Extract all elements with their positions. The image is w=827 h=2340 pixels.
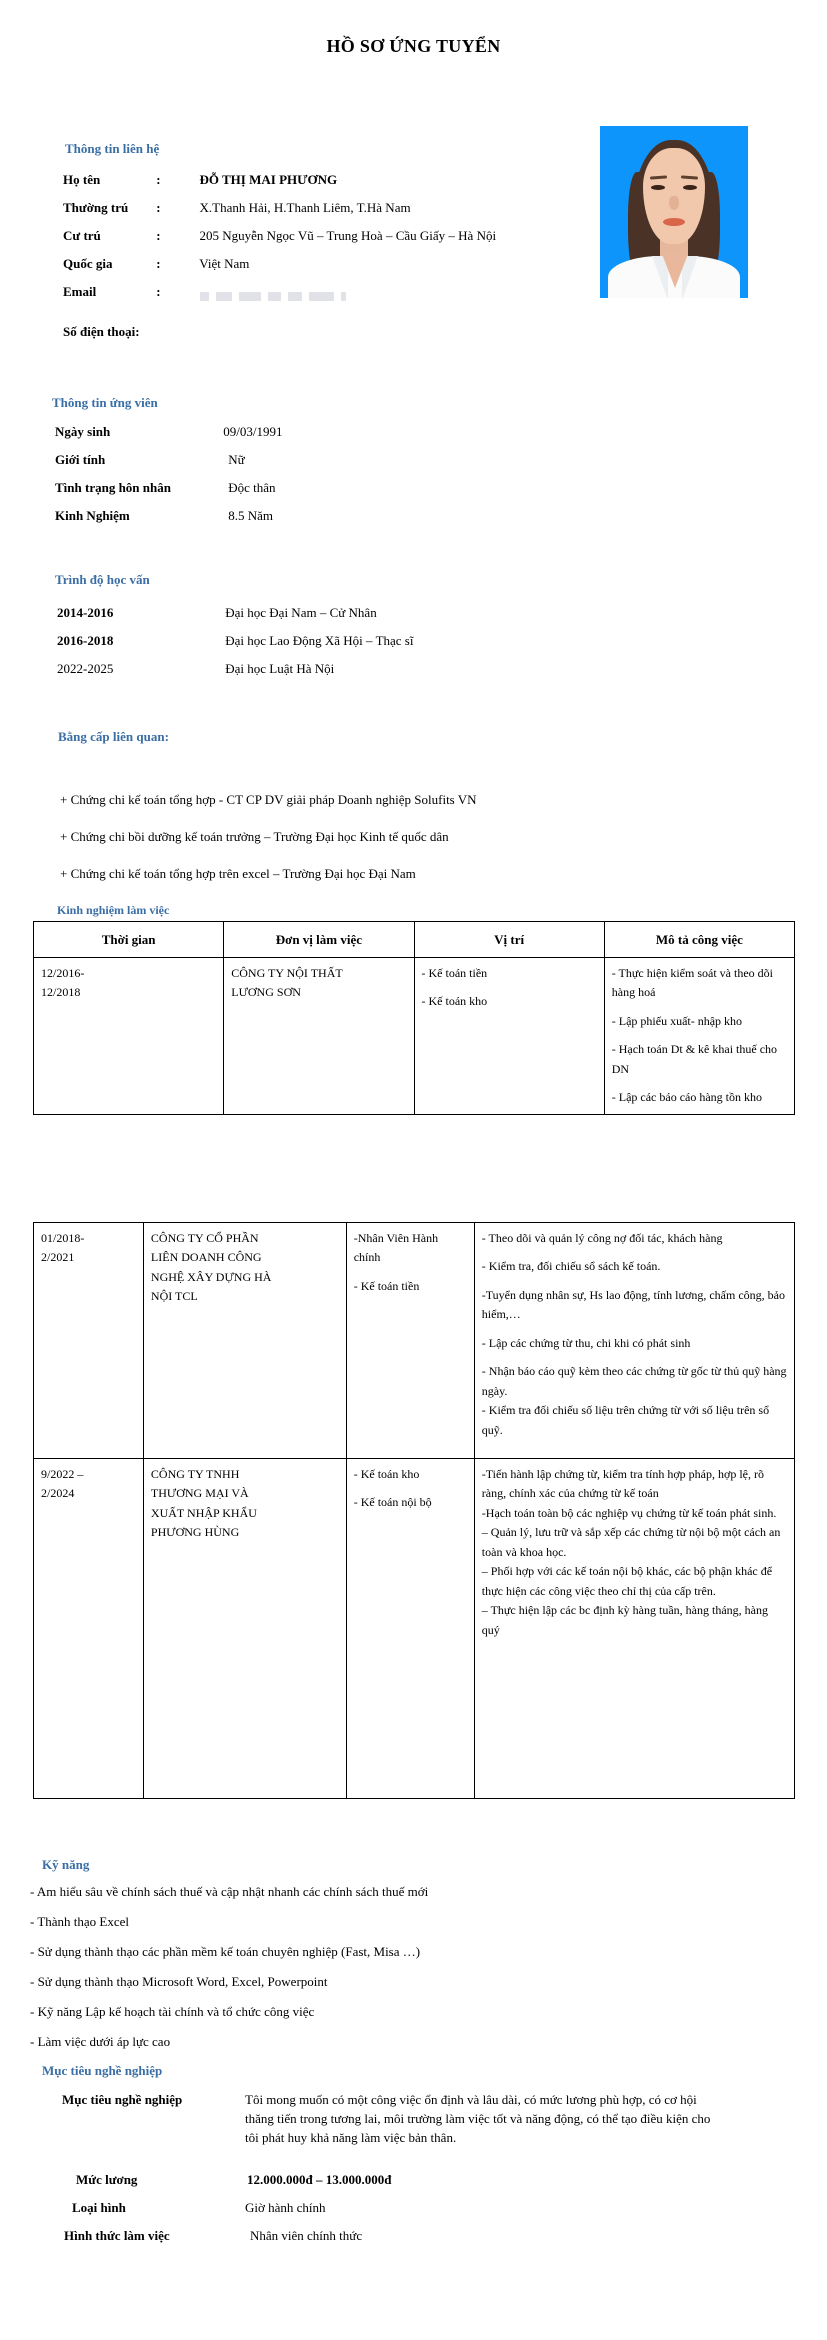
description-line: -Tiến hành lập chứng từ, kiểm tra tính hợp pháp, hợp lệ, rõ ràng, chính xác của chứng từ kế toán xyxy=(481,1467,764,1501)
education-school-2: Đại học Luật Hà Nội xyxy=(225,661,335,676)
time-line: 12/2018 xyxy=(41,985,81,1000)
label-phone: Số điện thoại: xyxy=(63,324,140,339)
skill-item-3: - Sử dụng thành thạo Microsoft Word, Excel, Powerpoint xyxy=(30,1974,328,1989)
objective-label-hinhthuc: Hình thức làm việc xyxy=(64,2228,170,2243)
cell-position-2 xyxy=(346,1459,474,1799)
label-gioitinh: Giới tính xyxy=(55,452,106,467)
contact-row-thuongtru xyxy=(63,200,411,216)
company-line: LƯƠNG SƠN xyxy=(231,985,301,1000)
company-line: LIÊN DOANH CÔNG xyxy=(150,1250,262,1265)
company-line: CÔNG TY TNHH xyxy=(150,1467,240,1481)
applicant-row-ngaysinh xyxy=(55,424,282,440)
col-mota: Mô tả công việc xyxy=(604,922,794,958)
time-line: 01/2018- xyxy=(41,1231,85,1245)
value-ngaysinh: 09/03/1991 xyxy=(223,424,283,439)
cell-company-2 xyxy=(143,1459,346,1799)
table-row xyxy=(34,958,795,1115)
photo-eye-right xyxy=(683,185,697,190)
cell-position-0 xyxy=(414,958,604,1115)
label-honnhan: Tình trạng hôn nhân xyxy=(55,480,171,495)
certificate-item-1: + Chứng chi bồi dưỡng kế toán trưởng – Trường Đại học Kinh tế quốc dân xyxy=(60,829,449,844)
position-line: - Kế toán kho xyxy=(353,1467,420,1481)
description-line: - Kiểm tra, đối chiếu sổ sách kế toán. xyxy=(481,1259,661,1274)
value-hoten: ĐỖ THỊ MAI PHƯƠNG xyxy=(199,172,338,187)
sep-thuongtru: : xyxy=(156,200,161,215)
certificates-heading: Bằng cấp liên quan: xyxy=(58,729,169,744)
photo-nose xyxy=(669,196,679,210)
education-period-0: 2014-2016 xyxy=(57,605,114,620)
applicant-row-kinhnghiem xyxy=(55,508,273,524)
objective-value-muctieu: Tôi mong muốn có một công việc ổn định và lâu dài, có mức lương phù hợp, có cơ hội thăng tiến trong tương lai, môi trường làm việc tốt và năng động, có thể tạo điều kiện cho tôi phát huy khả năng làm việc bản thân. xyxy=(245,2092,711,2146)
applicant-row-honnhan xyxy=(55,480,276,496)
skill-item-5: - Làm việc dưới áp lực cao xyxy=(30,2034,171,2049)
position-line: - Kế toán kho xyxy=(421,994,488,1009)
description-line: – Thực hiện lập các bc định kỳ hàng tuần, hàng tháng, hàng quý xyxy=(481,1603,768,1637)
value-thuongtru: X.Thanh Hải, H.Thanh Liêm, T.Hà Nam xyxy=(199,200,411,215)
education-row-2 xyxy=(57,661,334,677)
value-kinhnghiem: 8.5 Năm xyxy=(228,508,274,523)
description-line: -Hạch toán toàn bộ các nghiệp vụ chứng từ kế toán phát sinh. xyxy=(481,1505,777,1520)
label-email: Email xyxy=(63,284,97,299)
education-school-1: Đại học Lao Động Xã Hội – Thạc sĩ xyxy=(225,633,414,648)
description-line: – Phối hợp với các kế toán nội bộ khác, các bộ phận khác để thực hiện các công việc theo chỉ thị của cấp trên. xyxy=(481,1564,773,1598)
photo-mouth xyxy=(663,218,685,226)
education-row-0 xyxy=(57,605,377,621)
page-title: HỒ SƠ ỨNG TUYỂN xyxy=(326,36,501,56)
description-line: - Kiểm tra đối chiếu số liệu trên chứng từ với số liệu trên sổ quỹ. xyxy=(481,1403,770,1437)
value-cutru: 205 Nguyễn Ngọc Vũ – Trung Hoà – Cầu Giấy – Hà Nội xyxy=(199,228,497,243)
description-line: -Tuyển dụng nhân sự, Hs lao động, tính lương, chấm công, bảo hiểm,… xyxy=(481,1287,785,1322)
description-line: - Hạch toán Dt & kê khai thuế cho DN xyxy=(611,1042,778,1076)
value-quocgia: Việt Nam xyxy=(199,256,250,271)
table-header-row xyxy=(34,922,795,958)
skill-item-0: - Am hiểu sâu về chính sách thuế và cập nhật nhanh các chính sách thuế mới xyxy=(30,1884,429,1899)
company-line: NGHỆ XÂY DỰNG HÀ xyxy=(150,1269,272,1284)
cell-time-0 xyxy=(34,958,224,1115)
table-row xyxy=(34,1459,795,1799)
company-line: PHƯƠNG HÙNG xyxy=(150,1525,240,1540)
objective-value-loaihinh: Giờ hành chính xyxy=(245,2200,326,2215)
objective-value-mucluong: 12.000.000đ – 13.000.000đ xyxy=(247,2172,392,2187)
applicant-row-gioitinh xyxy=(55,452,245,468)
cell-position-1 xyxy=(346,1223,474,1459)
value-email-redacted xyxy=(200,287,353,303)
experience-heading: Kinh nghiệm làm việc xyxy=(57,903,170,917)
label-cutru: Cư trú xyxy=(63,228,101,243)
description-line: - Lập các báo cáo hàng tồn kho xyxy=(611,1090,763,1105)
label-ngaysinh: Ngày sinh xyxy=(55,424,111,439)
col-vitri: Vị trí xyxy=(414,922,604,958)
value-gioitinh: Nữ xyxy=(228,452,245,467)
col-donvi: Đơn vị làm việc xyxy=(224,922,414,958)
skill-item-1: - Thành thạo Excel xyxy=(30,1914,130,1929)
applicant-heading: Thông tin ứng viên xyxy=(52,395,158,410)
description-line: - Lập các chứng từ thu, chi khi có phát sinh xyxy=(481,1335,691,1350)
cell-time-2 xyxy=(34,1459,144,1799)
photo-eye-left xyxy=(651,185,665,190)
objective-heading: Mục tiêu nghề nghiệp xyxy=(42,2063,163,2078)
objective-label-loaihinh: Loại hình xyxy=(72,2200,126,2215)
sep-cutru: : xyxy=(156,228,161,243)
objective-label-mucluong: Mức lương xyxy=(76,2172,138,2187)
time-line: 2/2024 xyxy=(41,1486,75,1501)
certificate-item-2: + Chứng chi kế toán tổng hợp trên excel – Trường Đại học Đại Nam xyxy=(60,866,416,881)
position-line: - Kế toán tiền xyxy=(353,1278,420,1293)
photo-vneck xyxy=(662,254,688,288)
time-line: 12/2016- xyxy=(41,966,85,981)
education-period-1: 2016-2018 xyxy=(57,633,114,648)
label-thuongtru: Thường trú xyxy=(63,200,129,215)
company-line: CÔNG TY NỘI THẤT xyxy=(231,966,343,981)
company-line: THƯƠNG MẠI VÀ xyxy=(150,1486,249,1501)
label-kinhnghiem: Kinh Nghiệm xyxy=(55,508,130,523)
col-thoigian: Thời gian xyxy=(34,922,224,958)
label-quocgia: Quốc gia xyxy=(63,256,113,271)
position-line: - Kế toán tiền xyxy=(421,966,488,981)
label-hoten: Họ tên xyxy=(63,172,101,187)
description-line: - Thực hiện kiểm soát và theo dõi hàng hoá xyxy=(611,966,773,1000)
certificate-item-0: + Chứng chi kế toán tổng hợp - CT CP DV giải pháp Doanh nghiệp Solufits VN xyxy=(60,792,477,807)
table-row xyxy=(34,1223,795,1459)
description-line: – Quản lý, lưu trữ và sắp xếp các chứng từ nội bộ một cách an toàn và khoa học. xyxy=(481,1525,781,1559)
education-heading: Trình độ học vấn xyxy=(55,572,150,587)
skill-item-2: - Sử dụng thành thạo các phần mềm kế toán chuyên nghiệp (Fast, Misa …) xyxy=(30,1944,421,1959)
portrait-photo xyxy=(600,126,748,298)
value-honnhan: Độc thân xyxy=(228,480,276,495)
cell-description-0 xyxy=(604,958,794,1115)
description-line: - Nhận báo cáo quỹ kèm theo các chứng từ gốc từ thủ quỹ hàng ngày. xyxy=(481,1364,787,1398)
position-line: -Nhân Viên Hành chính xyxy=(353,1231,439,1265)
cell-company-1 xyxy=(143,1223,346,1459)
cell-description-2 xyxy=(474,1459,794,1799)
company-line: XUẤT NHẬP KHẨU xyxy=(150,1505,257,1520)
position-line: - Kế toán nội bộ xyxy=(353,1495,432,1510)
sep-email: : xyxy=(156,284,161,299)
cell-company-0 xyxy=(224,958,414,1115)
contact-row-cutru xyxy=(63,228,496,244)
company-line: CÔNG TY CỔ PHẦN xyxy=(150,1231,259,1245)
contact-heading: Thông tin liên hệ xyxy=(65,141,160,156)
skills-heading: Kỹ năng xyxy=(42,1857,90,1872)
skill-item-4: - Kỹ năng Lập kế hoạch tài chính và tổ chức công việc xyxy=(30,2004,315,2019)
time-line: 2/2021 xyxy=(41,1250,75,1265)
sep-quocgia: : xyxy=(156,256,161,271)
description-line: - Lập phiếu xuất- nhập kho xyxy=(611,1013,743,1028)
objective-label-muctieu: Mục tiêu nghề nghiệp xyxy=(62,2092,183,2107)
sep-hoten: : xyxy=(156,172,161,187)
cell-description-1 xyxy=(474,1223,794,1459)
contact-row-hoten xyxy=(63,172,337,188)
education-school-0: Đại học Đại Nam – Cử Nhân xyxy=(225,605,377,620)
contact-row-quocgia xyxy=(63,256,249,272)
objective-value-hinhthuc: Nhân viên chính thức xyxy=(250,2228,363,2243)
time-line: 9/2022 – xyxy=(41,1467,84,1481)
company-line: NỘI TCL xyxy=(150,1289,198,1304)
education-period-2: 2022-2025 xyxy=(57,661,114,676)
education-row-1 xyxy=(57,633,413,649)
contact-row-phone xyxy=(63,324,140,340)
experience-table-page-1 xyxy=(33,921,795,1115)
contact-row-email xyxy=(63,284,353,300)
cell-time-1 xyxy=(34,1223,144,1459)
experience-table-page-2 xyxy=(33,1222,795,1799)
description-line: - Theo dõi và quản lý công nợ đối tác, khách hàng xyxy=(481,1231,723,1245)
